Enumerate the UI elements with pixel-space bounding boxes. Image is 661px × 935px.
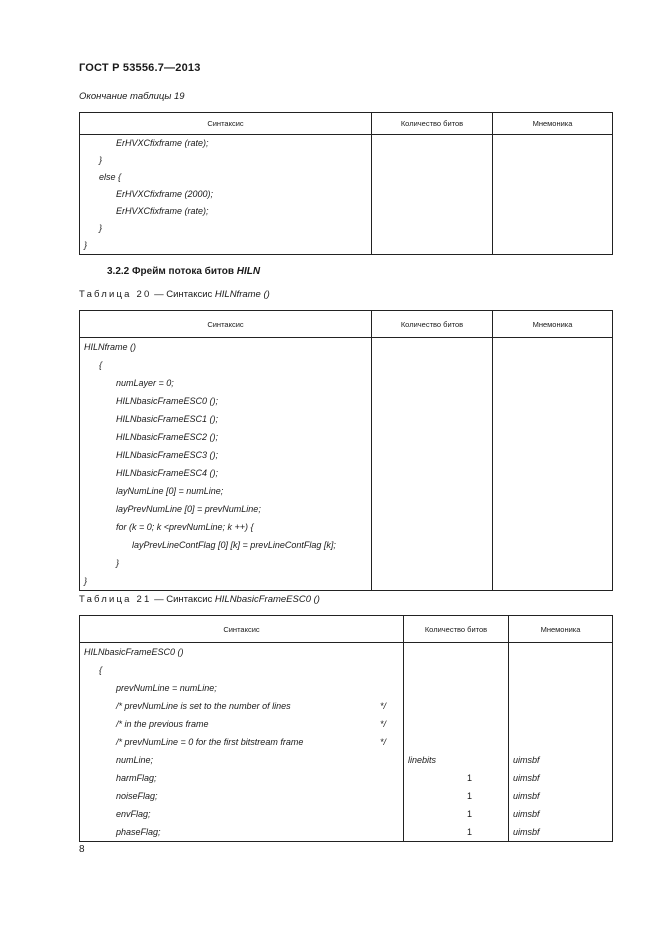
comment-end: */: [380, 737, 387, 747]
syntax-cell: ErHVXCfixframe (2000);: [80, 186, 372, 203]
column-header-syntax: Синтаксис: [80, 113, 372, 135]
table-row: [80, 715, 613, 733]
section-title: 3.2.2 Фрейм потока битов: [107, 266, 237, 277]
caption-dash: — Синтаксис: [151, 289, 215, 300]
caption-label: Таблица 20: [79, 289, 152, 300]
table-row: [80, 805, 613, 823]
syntax-cell: }: [80, 554, 372, 572]
table-row: [80, 697, 613, 715]
bits-cell: [404, 661, 509, 679]
table-21-caption: [79, 594, 320, 605]
document-header: ГОСТ Р 53556.7—2013: [79, 62, 201, 74]
bits-cell: [404, 679, 509, 697]
mnemonic-cell: uimsbf: [509, 805, 613, 823]
table-row: [80, 536, 613, 554]
comment-end: */: [380, 719, 387, 729]
syntax-cell: layPrevLineContFlag [0] [k] = prevLineContFlag [k];: [80, 536, 372, 554]
syntax-cell: ErHVXCfixframe (rate);: [80, 203, 372, 220]
mnemonic-cell: [509, 733, 613, 751]
table-row: [80, 518, 613, 536]
caption-label: Таблица 21: [79, 594, 152, 605]
table-row: [80, 769, 613, 787]
column-header-bits: Количество битов: [372, 311, 493, 338]
syntax-cell: else {: [80, 169, 372, 186]
section-heading: [107, 266, 260, 277]
table-20: [79, 310, 613, 591]
syntax-cell: layPrevNumLine [0] = prevNumLine;: [80, 500, 372, 518]
syntax-cell: }: [80, 237, 372, 255]
column-header-bits: Количество битов: [404, 616, 509, 643]
mnemonic-cell: [509, 661, 613, 679]
table-row: [80, 464, 613, 482]
bits-cell: [404, 643, 509, 662]
table-row: [80, 410, 613, 428]
mnemonic-cell: [509, 643, 613, 662]
syntax-cell: envFlag;: [80, 805, 404, 823]
mnemonic-cell: uimsbf: [509, 769, 613, 787]
mnemonic-cell: uimsbf: [509, 823, 613, 842]
bits-cell: [404, 715, 509, 733]
syntax-cell: noiseFlag;: [80, 787, 404, 805]
syntax-cell: HILNframe (): [80, 338, 372, 357]
comment-text: /* in the previous frame: [116, 719, 209, 729]
table-row: [80, 186, 613, 203]
table-row: [80, 237, 613, 255]
caption-name: HILNbasicFrameESC0 (): [214, 594, 320, 605]
bits-cell: 1: [404, 805, 509, 823]
table-row: [80, 220, 613, 237]
syntax-cell: HILNbasicFrameESC2 ();: [80, 428, 372, 446]
syntax-cell: }: [80, 220, 372, 237]
table-row: [80, 679, 613, 697]
bits-cell: 1: [404, 787, 509, 805]
syntax-cell: HILNbasicFrameESC4 ();: [80, 464, 372, 482]
syntax-cell: {: [80, 661, 404, 679]
column-header-bits: Количество битов: [372, 113, 493, 135]
syntax-cell: {: [80, 356, 372, 374]
table-21: [79, 615, 613, 842]
table-row: [80, 152, 613, 169]
table-20-caption: [79, 289, 270, 300]
table-row: [80, 356, 613, 374]
table-row: [80, 169, 613, 186]
syntax-cell: numLine;: [80, 751, 404, 769]
table-row: [80, 733, 613, 751]
syntax-cell: HILNbasicFrameESC0 ();: [80, 392, 372, 410]
column-header-mnemonic: Мнемоника: [493, 113, 613, 135]
column-header-syntax: Синтаксис: [80, 616, 404, 643]
bits-cell: [404, 697, 509, 715]
syntax-cell: }: [80, 152, 372, 169]
bits-cell: linebits: [404, 751, 509, 769]
table-row: [80, 554, 613, 572]
syntax-cell: ErHVXCfixframe (rate);: [80, 135, 372, 153]
bits-cell: [404, 733, 509, 751]
table-row: [80, 446, 613, 464]
bits-cell: 1: [404, 823, 509, 842]
syntax-cell: numLayer = 0;: [80, 374, 372, 392]
table-row: [80, 428, 613, 446]
caption-name: HILNframe (): [214, 289, 270, 300]
syntax-cell: prevNumLine = numLine;: [80, 679, 404, 697]
table-row: [80, 392, 613, 410]
comment-end: */: [380, 701, 387, 711]
mnemonic-cell: [509, 679, 613, 697]
page-number: 8: [79, 844, 85, 855]
table-row: [80, 787, 613, 805]
syntax-cell: phaseFlag;: [80, 823, 404, 842]
table-row: [80, 643, 613, 662]
syntax-cell: for (k = 0; k <prevNumLine; k ++) {: [80, 518, 372, 536]
syntax-cell: harmFlag;: [80, 769, 404, 787]
table-row: [80, 338, 613, 357]
table-row: [80, 374, 613, 392]
comment-text: /* prevNumLine = 0 for the first bitstream frame: [116, 737, 304, 747]
mnemonic-cell: uimsbf: [509, 751, 613, 769]
table-continuation-caption: Окончание таблицы 19: [79, 91, 185, 102]
bits-cell: 1: [404, 769, 509, 787]
syntax-cell: [80, 733, 404, 751]
syntax-cell: HILNbasicFrameESC1 ();: [80, 410, 372, 428]
table-row: [80, 135, 613, 153]
comment-text: /* prevNumLine is set to the number of lines: [116, 701, 291, 711]
column-header-mnemonic: Мнемоника: [493, 311, 613, 338]
syntax-cell: [80, 697, 404, 715]
syntax-cell: [80, 715, 404, 733]
mnemonic-cell: uimsbf: [509, 787, 613, 805]
table-row: [80, 482, 613, 500]
column-header-syntax: Синтаксис: [80, 311, 372, 338]
table-row: [80, 661, 613, 679]
caption-dash: — Синтаксис: [151, 594, 215, 605]
table-row: [80, 751, 613, 769]
section-title-italic: HILN: [236, 266, 261, 277]
table-row: [80, 203, 613, 220]
syntax-cell: }: [80, 572, 372, 591]
table-19: [79, 112, 613, 255]
table-row: [80, 572, 613, 591]
mnemonic-cell: [509, 715, 613, 733]
column-header-mnemonic: Мнемоника: [509, 616, 613, 643]
table-row: [80, 500, 613, 518]
syntax-cell: HILNbasicFrameESC0 (): [80, 643, 404, 662]
syntax-cell: layNumLine [0] = numLine;: [80, 482, 372, 500]
syntax-cell: HILNbasicFrameESC3 ();: [80, 446, 372, 464]
mnemonic-cell: [509, 697, 613, 715]
table-row: [80, 823, 613, 842]
